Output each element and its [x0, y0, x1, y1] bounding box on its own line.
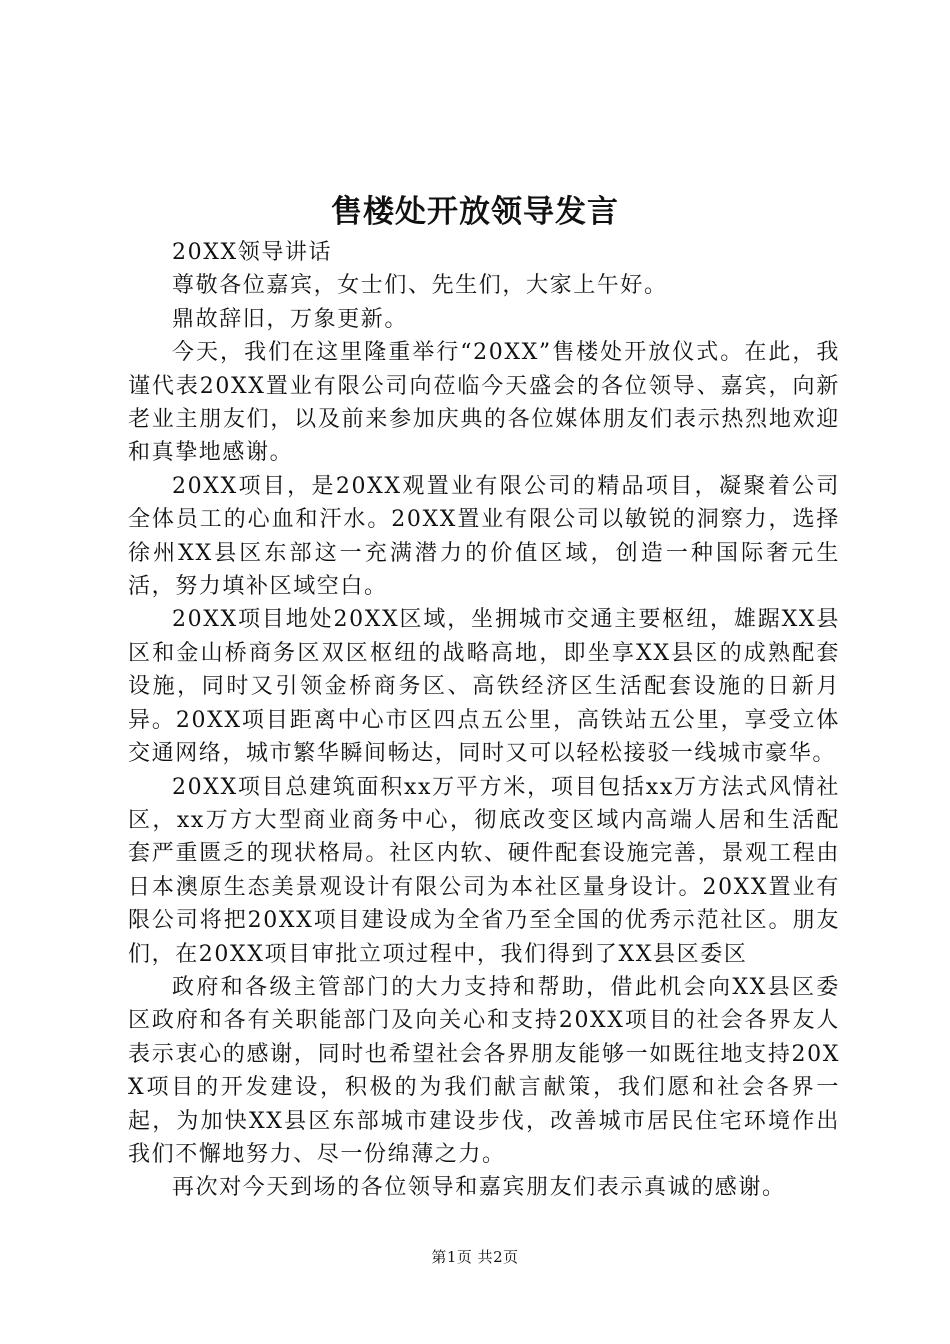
paragraph-1: 20XX领导讲话	[172, 240, 333, 265]
paragraph-3: 鼎故辞旧，万象更新。	[172, 306, 409, 332]
paragraph-4: 今天，我们在这里隆重举行“20XX”售楼处开放仪式。在此，我谨代表20XX置业有限公司向莅临今天盛会的各位领导、嘉宾，向新老业主朋友们，以及前来参加庆典的各位媒体朋友们表示热烈地欢迎和真挚地感谢。	[128, 340, 840, 466]
paragraph-8: 政府和各级主管部门的大力支持和帮助，借此机会向XX县区委区政府和各有关职能部门及向关心和支持20XX项目的社会各界友人表示衷心的感谢，同时也希望社会各界朋友能够一如既往地支持20XX项目的开发建设，积极的为我们献言献策，我们愿和社会各界一起，为加快XX县区东部城市建设步伐，改善城市居民住宅环境作出我们不懈地努力、尽一份绵薄之力。	[128, 974, 840, 1167]
page-footer: 第1页 共2页	[431, 1248, 519, 1266]
paragraph-2: 尊敬各位嘉宾，女士们、先生们，大家上午好。	[172, 273, 668, 299]
paragraph-5: 20XX项目，是20XX观置业有限公司的精品项目，凝聚着公司全体员工的心血和汗水。20XX置业有限公司以敏锐的洞察力，选择徐州XX县区东部这一充满潜力的价值区域，创造一种国际奢元生活，努力填补区域空白。	[128, 473, 840, 600]
paragraph-9: 再次对今天到场的各位领导和嘉宾朋友们表示真诚的感谢。	[172, 1175, 786, 1201]
document-title: 售楼处开放领导发言	[331, 194, 619, 230]
document-body	[128, 236, 840, 1205]
paragraph-7: 20XX项目总建筑面积xx万平方米，项目包括xx万方法式风情社区，xx万方大型商业商务中心，彻底改变区域内高端人居和生活配套严重匮乏的现状格局。社区内软、硬件配套设施完善，景观工程由日本澳原生态美景观设计有限公司为本社区量身设计。20XX置业有限公司将把20XX项目建设成为全省乃至全国的优秀示范社区。朋友们，在20XX项目审批立项过程中，我们得到了XX县区委区	[128, 774, 840, 967]
paragraph-6: 20XX项目地处20XX区域，坐拥城市交通主要枢纽，雄踞XX县区和金山桥商务区双区枢纽的战略高地，即坐享XX县区的成熟配套设施，同时又引领金桥商务区、高铁经济区生活配套设施的日新月异。20XX项目距离中心市区四点五公里，高铁站五公里，享受立体交通网络，城市繁华瞬间畅达，同时又可以轻松接驳一线城市豪华。	[128, 607, 840, 767]
